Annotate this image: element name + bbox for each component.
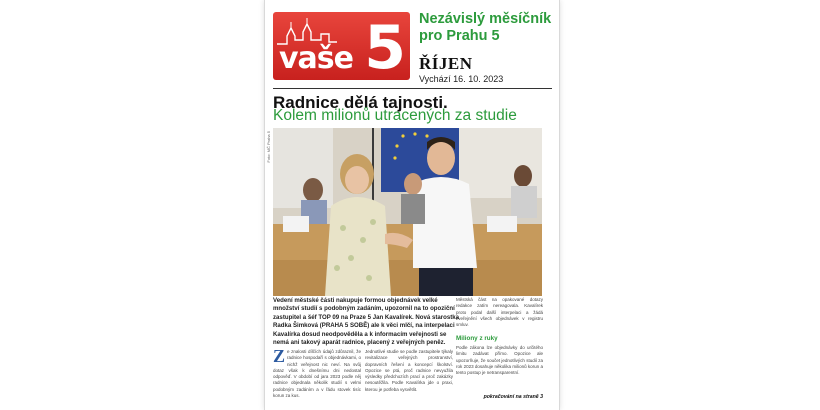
article-column-1 (273, 346, 361, 399)
article-column-3b (456, 345, 543, 376)
column-1-text: e znalosti dílčích údajů zdůraznil, že radnice hospodaří s objednávkami, o nichž veřejnost nic neví. Na svůj dotaz však k dnešnímu dni nedostal odpověď. V období od jara 2023 podle něj radnice objednala několik studií s velmi podobným zadáním a v řádu stovek tisíc korun za kus. (273, 349, 361, 399)
tagline (419, 11, 559, 45)
newspaper-page (265, 0, 559, 410)
column-2-text: Jednotlivé studie se podle zastupitele týkaly revitalizace veřejných prostranství, dopravních řešení a koncepcí školství. Opozice se ptá, proč radnice nevyužila výsledky předchozích prací a proč zakázky nesoutěžila. Podle Kavalírka jde o praxi, kterou je potřeba vysvětlit. (365, 349, 453, 392)
cover-photo (273, 128, 542, 296)
section-subhead: Miliony z ruky (456, 335, 498, 342)
logo-number: 5 (364, 13, 406, 80)
column-3b-text: Podle zákona lze objednávky do určitého limitu zadávat přímo. Opozice ale upozorňuje, že součet jednotlivých studií za rok 2023 dosahuje několika milionů korun a tento postup je netransparentní. (456, 345, 543, 376)
logo-text: vaše (279, 41, 354, 76)
article-column-2 (365, 349, 453, 393)
tagline-line2: pro Prahu 5 (419, 28, 500, 44)
lead-paragraph: Vedení městské části nakupuje formou objednávek velké množství studií s podobným zadáním, upozornil na to opoziční zastupitel a šéf TOP 09 na Praze 5 Jan Kavalírek. Nová starostka Radka Šimková (PRAHA 5 SOBĚ) ale k věci mlčí, na interpelaci Kavalírka dosud neodpověděla a k informacím veřejnosti se nemá ani takový aparát radnice, placený z veřejných peněz. (273, 297, 460, 347)
issue-month: ŘÍJEN (419, 54, 473, 73)
issue-date: Vychází 16. 10. 2023 (419, 74, 504, 84)
continued-link[interactable]: pokračování na straně 3 (483, 394, 543, 400)
photo-credit: Foto: MČ Praha 5 (266, 131, 271, 163)
column-3-text: Městská část na opakované dotazy redakce zatím nereagovala. Kavalírek proto podal další interpelaci a žádá zveřejnění všech objednávek v registru smluv. (456, 297, 543, 328)
subheadline: Kolem milionů utracených za studie (273, 107, 517, 124)
article-column-3 (456, 297, 543, 328)
vase5-logo (273, 12, 410, 80)
dropcap: Z (273, 346, 286, 366)
masthead-rule (273, 88, 552, 89)
tagline-line1: Nezávislý měsíčník (419, 11, 552, 27)
headline: Radnice dělá tajnosti. (273, 93, 448, 112)
